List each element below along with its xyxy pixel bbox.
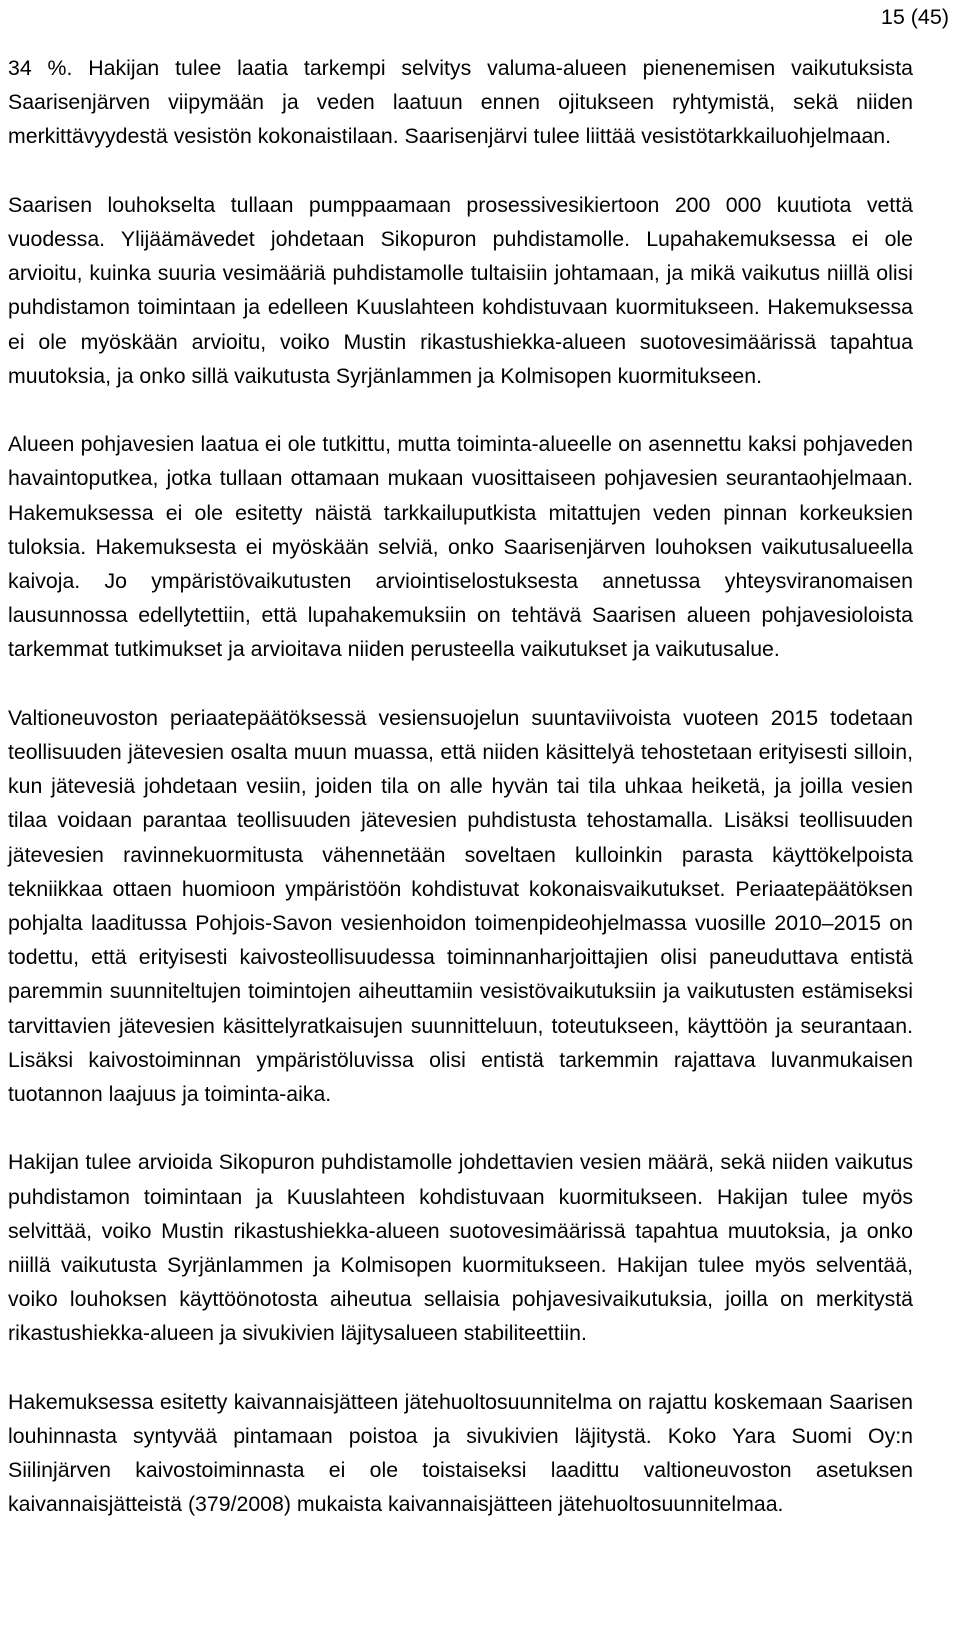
paragraph-gap [8, 393, 913, 427]
paragraph-5: Hakijan tulee arvioida Sikopuron puhdistamolle johdettavien vesien määrä, sekä niiden vaikutus puhdistamon toimintaan ja Kuuslahteen kohdistuvaan kuormitukseen. Hakijan tulee myös selvittää, voiko Mustin rikastushiekka-alueen suotovesimäärissä tapahtua muutoksia, ja onko niillä vaikutusta Syrjänlammen ja Kolmisopen kuormitukseen. Hakijan tulee myös selventää, voiko louhoksen käyttöönotosta aiheutua sellaisia pohjavesivaikutuksia, joilla on merkitystä rikastushiekka-alueen ja sivukivien läjitysalueen stabiliteettiin. [8, 1150, 913, 1346]
paragraph-6: Hakemuksessa esitetty kaivannaisjätteen jätehuoltosuunnitelma on rajattu koskemaan Saarisen louhinnasta syntyvää pintamaan poistoa ja sivukivien läjitystä. Koko Yara Suomi Oy:n Siilinjärven kaivostoiminnasta ei ole toistaiseksi laadittu valtioneuvoston asetuksen kaivannaisjätteistä (379/2008) mukaista kaivannaisjätteen jätehuoltosuunnitelmaa. [8, 1389, 913, 1517]
paragraph-gap [8, 154, 913, 188]
paragraph-4: Valtioneuvoston periaatepäätöksessä vesiensuojelun suuntaviivoista vuoteen 2015 todetaan teollisuuden jätevesien osalta muun muassa, että niiden käsittelyä tehostetaan erityisesti silloin, kun jätevesiä johdetaan vesiin, joiden tila on alle hyvän tai tila uhkaa heiketä, ja joilla vesien tilaa voidaan parantaa teollisuuden jätevesien puhdistusta tehostamalla. Lisäksi teollisuuden jätevesien ravinnekuormitusta vähennetään soveltaen kulloinkin parasta käyttökelpoista tekniikkaa ottaen huomioon ympäristöön kohdistuvat kokonaisvaikutukset. Periaatepäätöksen pohjalta laaditussa Pohjois-Savon vesienhoidon toimenpideohjelmassa vuosille 2010–2015 on todettu, että erityisesti kaivosteollisuudessa toiminnanharjoittajien olisi paneuduttava entistä paremmin suunniteltujen toimintojen aiheuttamiin vesistövaikutuksiin ja vaikutusten estämiseksi tarvittavien jätevesien käsittelyratkaisujen suunnitteluun, toteutukseen, käyttöön ja seurantaan. Lisäksi kaivostoiminnan ympäristöluvissa olisi entistä tarkemmin rajattava luvanmukaisen tuotannon laajuus ja toiminta-aika. [8, 705, 913, 1107]
paragraph-gap [8, 1111, 913, 1145]
paragraph-gap [8, 1351, 913, 1385]
paragraph-gap [8, 667, 913, 701]
paragraph-3: Alueen pohjavesien laatua ei ole tutkittu, mutta toiminta-alueelle on asennettu kaksi pohjaveden havaintoputkea, jotka tullaan ottamaan mukaan vuosittaiseen pohjavesien seurantaohjelmaan. Hakemuksessa ei ole esitetty näistä tarkkailuputkista mitattujen veden pinnan korkeuksien tuloksia. Hakemuksesta ei myöskään selviä, onko Saarisenjärven louhoksen vaikutusalueella kaivoja. Jo ympäristövaikutusten arviointiselostuksesta annetussa yhteysviranomaisen lausunnossa edellytettiin, että lupahakemuksiin on tehtävä Saarisen alueen pohjavesioloista tarkemmat tutkimukset ja arvioitava niiden perusteella vaikutukset ja vaikutusalue. [8, 432, 913, 662]
paragraph-1: 34 %. Hakijan tulee laatia tarkempi selvitys valuma-alueen pienenemisen vaikutuksista Saarisenjärven viipymään ja veden laatuun ennen ojitukseen ryhtymistä, sekä niiden merkittävyydestä vesistön kokonaistilaan. Saarisenjärvi tulee liittää vesistötarkkailuohjelmaan. [8, 56, 913, 149]
document-body [8, 51, 913, 1522]
paragraph-2: Saarisen louhokselta tullaan pumppaamaan prosessivesikiertoon 200 000 kuutiota vettä vuodessa. Ylijäämävedet johdetaan Sikopuron puhdistamolle. Lupahakemuksessa ei ole arvioitu, kuinka suuria vesimääriä puhdistamolle tultaisiin johtamaan, ja mikä vaikutus niillä olisi puhdistamon toimintaan ja edelleen Kuuslahteen kohdistuvaan kuormitukseen. Hakemuksessa ei ole myöskään arvioitu, voiko Mustin rikastushiekka-alueen suotovesimäärissä tapahtua muutoksia, ja onko sillä vaikutusta Syrjänlammen ja Kolmisopen kuormitukseen. [8, 192, 913, 388]
page-number: 15 (45) [880, 5, 949, 29]
